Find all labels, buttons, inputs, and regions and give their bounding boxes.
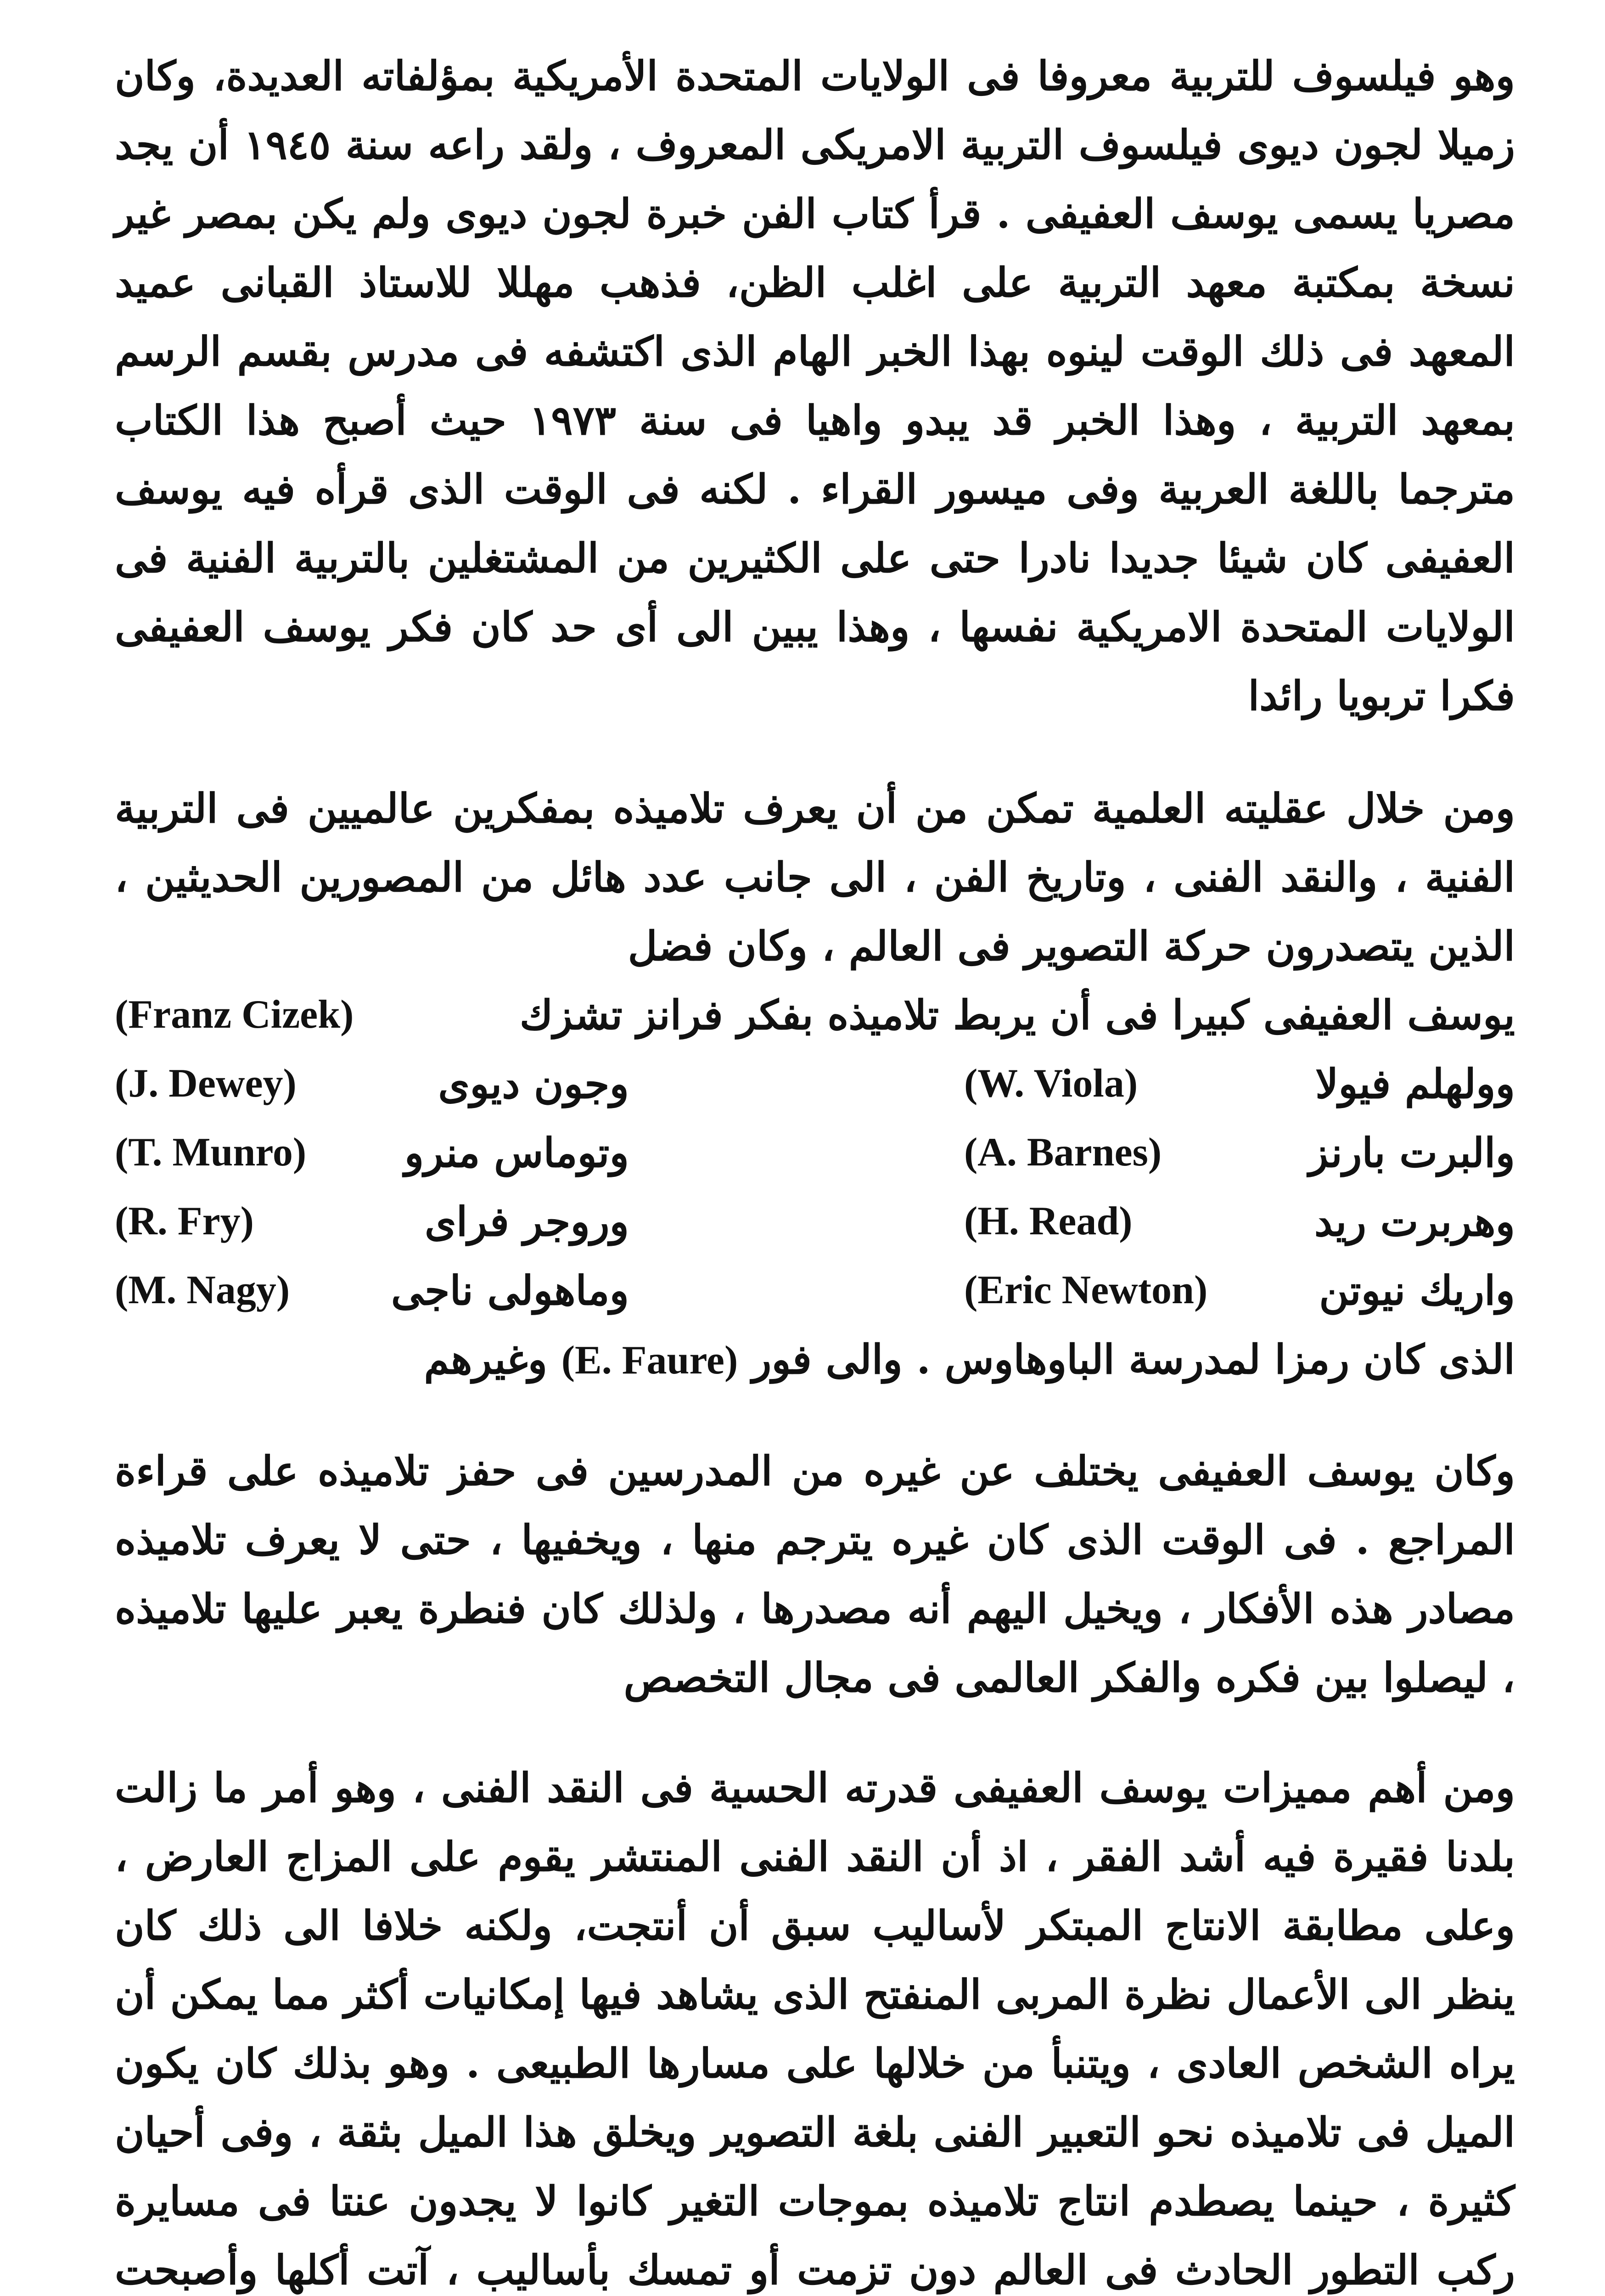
- closing-latin: (E. Faure): [561, 1338, 738, 1383]
- names-intro-arabic: يوسف العفيفى كبيرا فى أن يربط تلاميذه بفكر فرانز تشزك: [519, 991, 1515, 1039]
- names-row: [115, 1256, 1515, 1325]
- paragraph-3: وكان يوسف العفيفى يختلف عن غيره من المدرسين فى حفز تلاميذه على قراءة المراجع . فى الوقت الذى كان غيره يترجم منها ، ويخفيها ، حتى لا يعرف تلاميذه مصادر هذه الأفكار ، ويخيل اليهم أنه مصدرها ، ولذلك كان فنطرة يعبر عليها تلاميذه ، ليصلوا بين فكره والفكر العالمى فى مجال التخصص: [115, 1447, 1515, 1701]
- closing-arabic-2: وغيرهم: [424, 1335, 548, 1383]
- name-arabic: وتوماس منرو: [404, 1129, 629, 1176]
- name-latin: (Eric Newton): [964, 1268, 1208, 1312]
- name-latin: (M. Nagy): [115, 1268, 290, 1312]
- names-intro-latin: (Franz Cizek): [115, 992, 354, 1037]
- paragraph-4: ومن أهم مميزات يوسف العفيفى قدرته الحسية فى النقد الفنى ، وهو أمر ما زالت بلدنا فقيرة فيه أشد الفقر ، اذ أن النقد الفنى المنتشر يقوم على المزاج العارض ، وعلى مطابقة الانتاج المبتكر لأساليب سبق أن أنتجت، ولكنه خلافا الى ذلك كان ينظر الى الأعمال نظرة المربى المنفتح الذى يشاهد فيها إمكانيات أكثر مما يمكن أن يراه الشخص العادى ، ويتنبأ من خلالها على مسارها الطبيعى . وهو بذلك كان يكون الميل فى تلاميذه نحو التعبير الفنى بلغة التصوير ويخلق هذا الميل بثقة ، وفى أحيان كثيرة ، حينما يصطدم انتاج تلاميذه بموجات التغير كانوا لا يجدون عنتا فى مسايرة ركب التطور الحادث فى العالم دون تزمت أو تمسك بأساليب ، آتت أكلها وأصبحت: [115, 1764, 1515, 2294]
- names-list: [115, 980, 1515, 1395]
- name-latin: (R. Fry): [115, 1199, 254, 1244]
- names-row: [115, 1187, 1515, 1256]
- paragraph-1: وهو فيلسوف للتربية معروفا فى الولايات المتحدة الأمريكية بمؤلفاته العديدة، وكان زميلا لجون ديوى فيلسوف التربية الامريكى المعروف ، ولقد راعه سنة ١٩٤٥ أن يجد مصريا يسمى يوسف العفيفى . قرأ كتاب الفن خبرة لجون ديوى ولم يكن بمصر غير نسخة بمكتبة معهد التربية على اغلب الظن، فذهب مهللا للاستاذ القبانى عميد المعهد فى ذلك الوقت لينوه بهذا الخبر الهام الذى اكتشفه فى مدرس بقسم الرسم بمعهد التربية ، وهذا الخبر قد يبدو واهيا فى سنة ١٩٧٣ حيث أصبح هذا الكتاب مترجما باللغة العربية وفى ميسور القراء . لكنه فى الوقت الذى قرأه فيه يوسف العفيفى كان شيئا جديدا نادرا حتى على الكثيرين من المشتغلين بالتربية الفنية فى الولايات المتحدة الامريكية نفسها ، وهذا يبين الى أى حد كان فكر يوسف العفيفى فكرا تربويا رائدا: [115, 52, 1515, 720]
- name-latin: (W. Viola): [964, 1061, 1138, 1106]
- name-latin: (T. Munro): [115, 1130, 307, 1175]
- closing-arabic-1: الذى كان رمزا لمدرسة الباوهاوس . والى فور: [752, 1335, 1515, 1383]
- document-page: [115, 41, 1515, 2296]
- name-latin: (J. Dewey): [115, 1061, 297, 1106]
- name-arabic: وجون ديوى: [438, 1060, 629, 1108]
- paragraph-2: ومن خلال عقليته العلمية تمكن من أن يعرف تلاميذه بمفكرين عالميين فى التربية الفنية ، والنقد الفنى ، وتاريخ الفن ، الى جانب عدد هائل من المصورين الحديثين ، الذين يتصدرون حركة التصوير فى العالم ، وكان فضل: [115, 784, 1515, 970]
- names-row: [115, 1118, 1515, 1187]
- name-arabic: واريك نيوتن: [1319, 1266, 1515, 1314]
- name-arabic: وروجر فراى: [424, 1198, 629, 1245]
- name-latin: (A. Barnes): [964, 1130, 1162, 1175]
- names-row: [115, 1049, 1515, 1118]
- names-intro-row: [115, 980, 1515, 1049]
- names-closing-line: [115, 1325, 1515, 1395]
- name-arabic: وماهولى ناجى: [391, 1266, 629, 1314]
- name-arabic: والبرت بارنز: [1308, 1129, 1515, 1176]
- name-latin: (H. Read): [964, 1199, 1133, 1244]
- name-arabic: وهربرت ريد: [1314, 1198, 1515, 1245]
- name-arabic: وولهلم فيولا: [1315, 1060, 1515, 1108]
